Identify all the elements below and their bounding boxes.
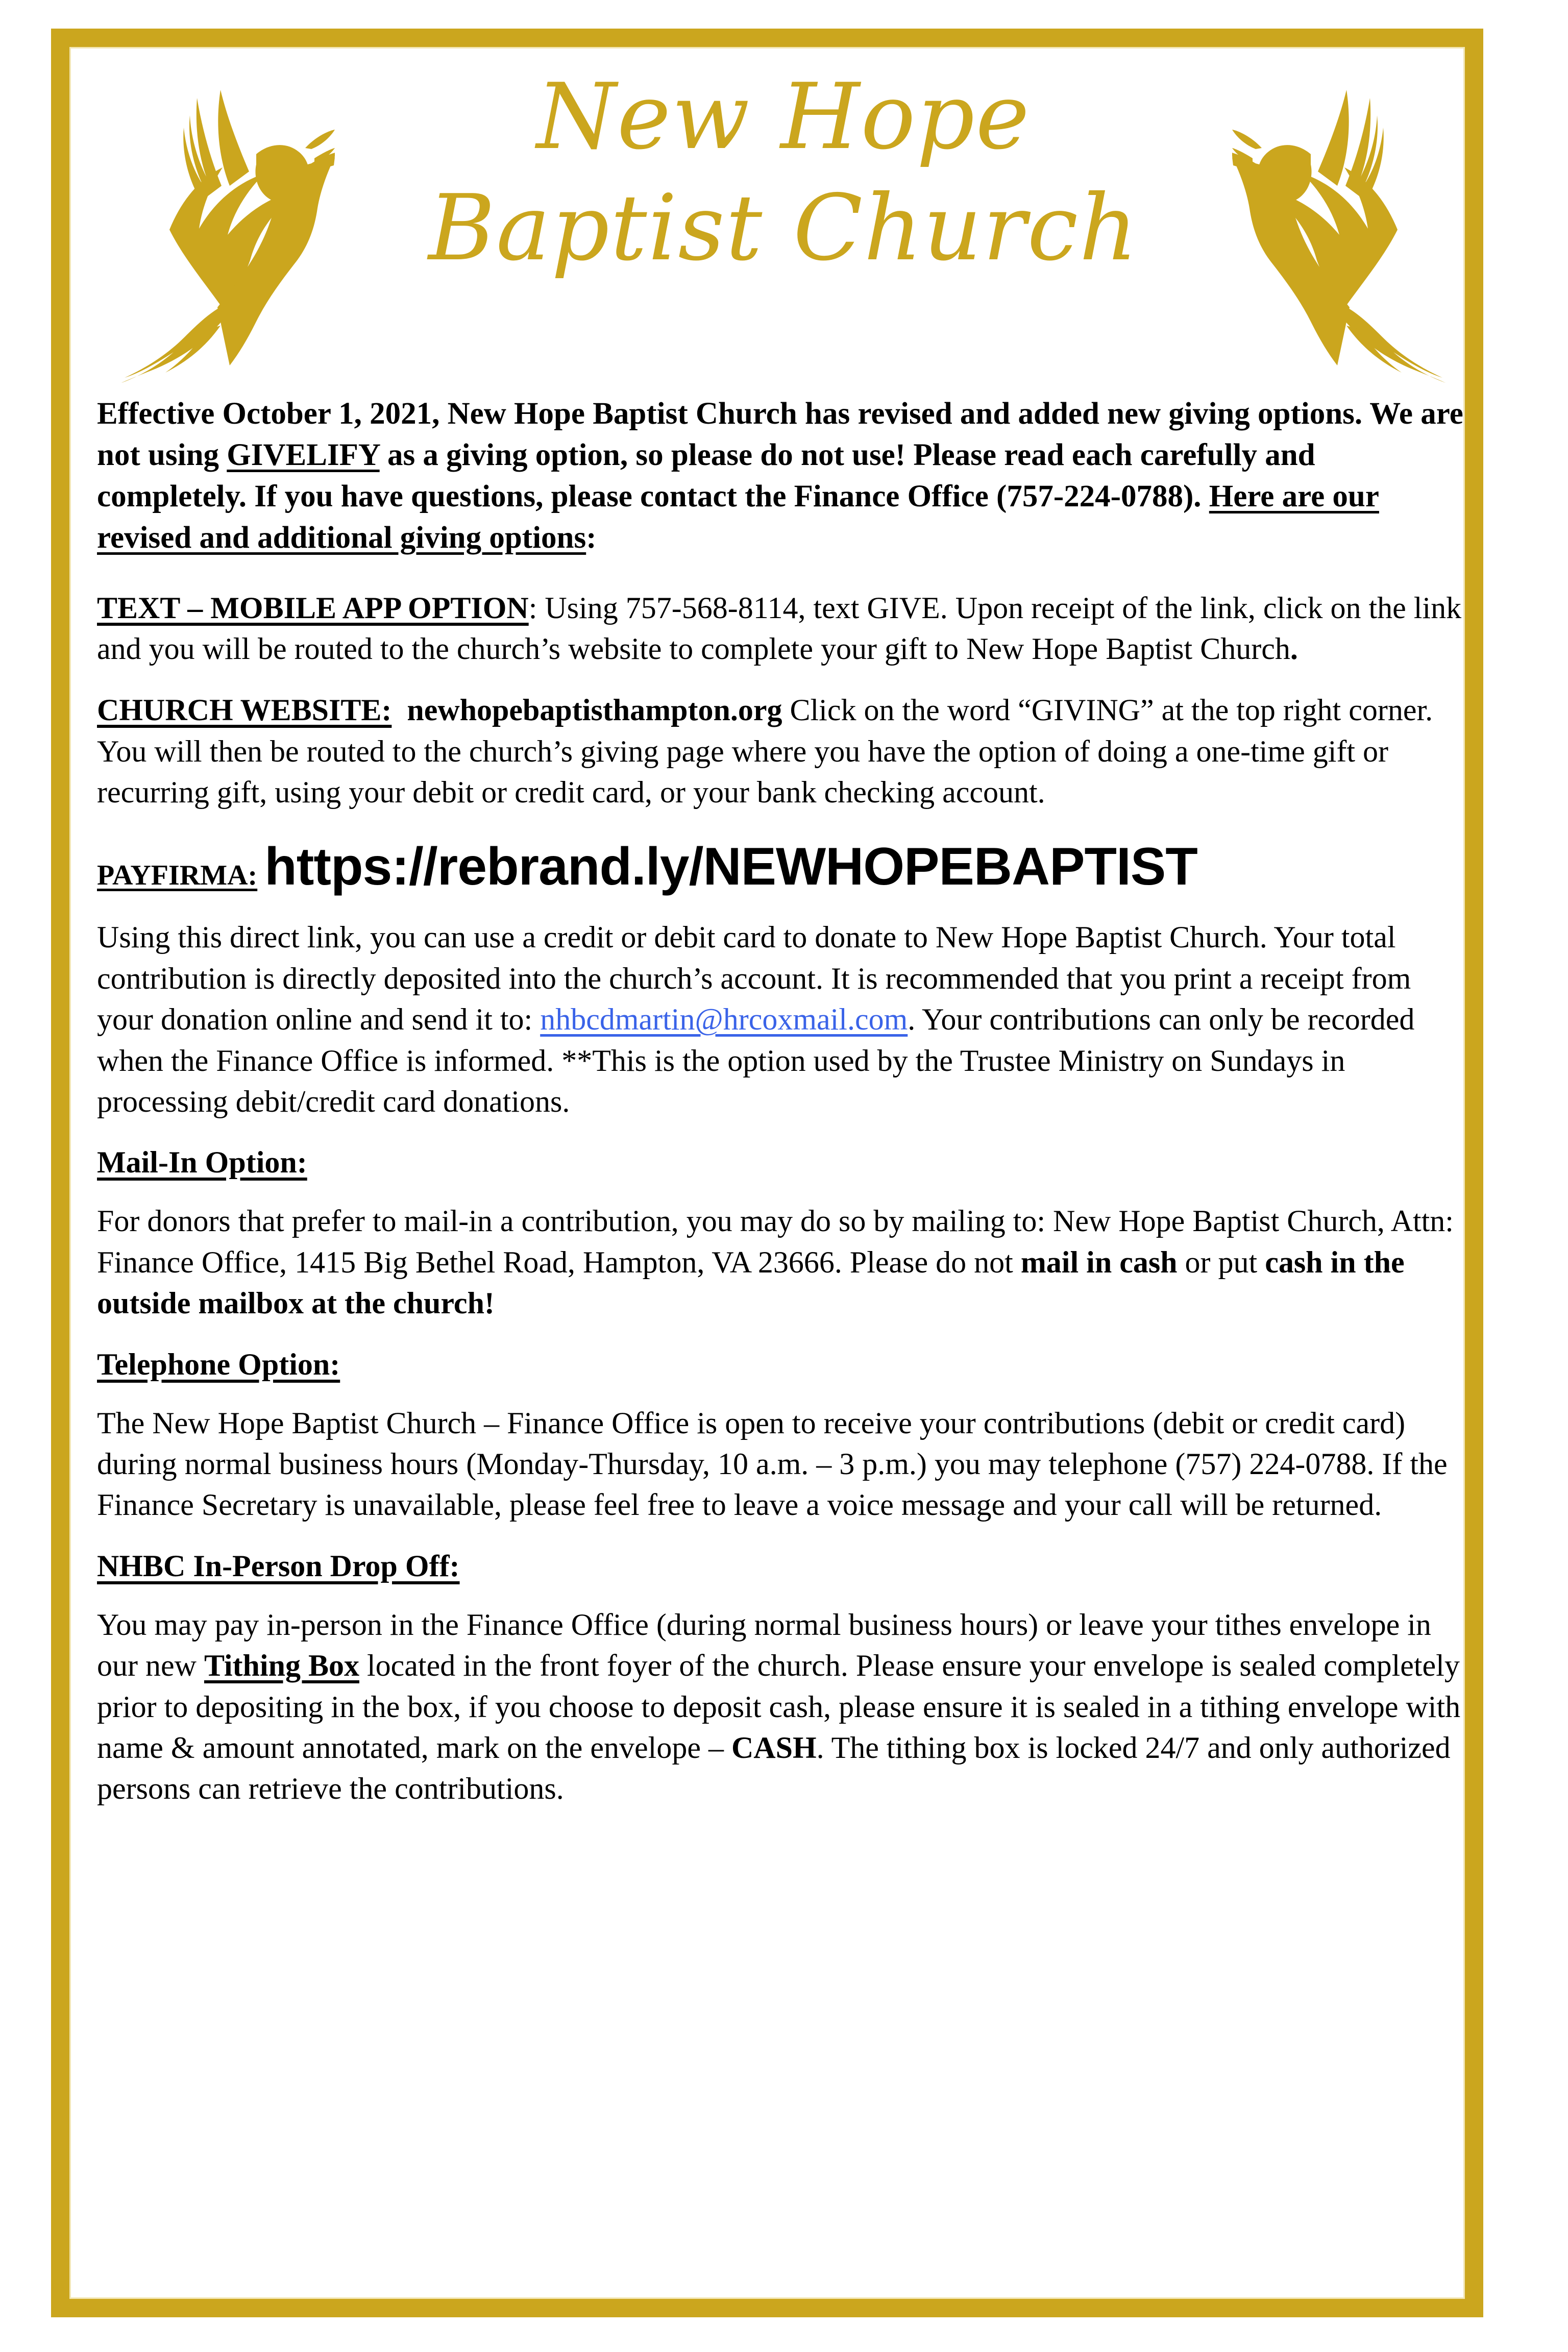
payfirma-body-1: Using this direct link, you can use a credit or debit card to donate to New Hope Baptist Church. Your total contribution is directly deposited into the church’s account. It is recommended that you print a receipt from your donation online and send it to: — [97, 920, 1411, 1037]
mail-in-bold-2: cash in the outside mailbox at the church! — [97, 1245, 1405, 1320]
finance-email-link[interactable]: nhbcdmartin@hrcoxmail.com — [540, 1002, 908, 1037]
mail-in-body-2: or put — [1177, 1245, 1265, 1279]
payfirma-url[interactable]: https://rebrand.ly/NEWHOPEBAPTIST — [264, 837, 1197, 897]
drop-off-heading: NHBC In-Person Drop Off: — [97, 1549, 460, 1583]
tithing-box-mention: Tithing Box — [204, 1649, 359, 1683]
mail-in-option-heading: Mail-In Option: — [97, 1145, 307, 1180]
payfirma-link-row — [97, 837, 1470, 897]
mail-in-bold-1: mail in cash — [1020, 1245, 1178, 1279]
church-website-url[interactable]: newhopebaptisthampton.org — [407, 693, 782, 727]
payfirma-description — [97, 917, 1470, 1122]
mail-in-option-body — [97, 1200, 1470, 1324]
drop-off-body-3: . The tithing box is locked 24/7 and only authorized persons can retrieve the contributions. — [97, 1730, 1451, 1806]
telephone-option-heading: Telephone Option: — [97, 1347, 340, 1381]
text-mobile-app-body-end: . — [1290, 631, 1298, 666]
church-website-section — [97, 690, 1470, 813]
intro-text-2: as a giving option, so please do not use! Please read each carefully and completely. If you have questions, please contact the Finance Office (757-224-0788). — [97, 438, 1315, 514]
drop-off-body — [97, 1604, 1470, 1809]
letterhead-header — [97, 56, 1470, 393]
document-content — [97, 56, 1470, 1830]
church-name-line2: Baptist Church — [428, 175, 1139, 281]
text-mobile-app-body: : Using 757-568-8114, text GIVE. Upon receipt of the link, click on the link and you will be routed to the church’s website to complete your gift to New Hope Baptist Church — [97, 591, 1462, 666]
text-mobile-app-section — [97, 587, 1470, 670]
text-mobile-app-heading: TEXT – MOBILE APP OPTION — [97, 591, 529, 625]
dove-icon — [1232, 77, 1447, 383]
church-website-body: Click on the word “GIVING” at the top right corner. You will then be routed to the church’s giving page where you have the option of doing a one-time gift or recurring gift, using your debit or credit card, or your bank checking account. — [97, 693, 1433, 810]
church-website-heading: CHURCH WEBSITE: — [97, 693, 392, 727]
drop-off-body-1: You may pay in-person in the Finance Office (during normal business hours) or leave your tithes envelope in our new — [97, 1607, 1431, 1683]
telephone-option-body: The New Hope Baptist Church – Finance Office is open to receive your contributions (debit or credit card) during normal business hours (Monday-Thursday, 10 a.m. – 3 p.m.) you may telephone (757) 224-0788. If the Finance Secretary is unavailable, please feel free to leave a voice message and your call will be returned. — [97, 1406, 1448, 1522]
payfirma-label: PAYFIRMA: — [97, 860, 258, 892]
church-name — [403, 64, 1164, 281]
drop-off-body-2: located in the front foyer of the church. Please ensure your envelope is sealed completely prior to depositing in the box, if you choose to deposit cash, please ensure it is sealed in a tithing envelope with name & amount annotated, mark on the envelope – — [97, 1649, 1461, 1765]
mail-in-body-1: For donors that prefer to mail-in a contribution, you may do so by mailing to: New Hope Baptist Church, Attn: Finance Office, 1415 Big Bethel Road, Hampton, VA 23666. Please do not — [97, 1204, 1454, 1279]
cash-mention: CASH — [731, 1730, 817, 1765]
intro-text-1: Effective October 1, 2021, New Hope Baptist Church has revised and added new giving options. We are not using — [97, 397, 1463, 473]
intro-paragraph — [97, 393, 1470, 559]
payfirma-body-2: . Your contributions can only be recorded when the Finance Office is informed. **This is the option used by the Trustee Ministry on Sundays in processing debit/credit card donations. — [97, 1002, 1415, 1119]
intro-text-3: : — [586, 521, 597, 555]
intro-underlined-phrase: Here are our revised and additional giving options — [97, 479, 1379, 555]
dove-icon — [120, 77, 335, 383]
givelify-mention: GIVELIFY — [227, 438, 380, 473]
church-name-line1: New Hope — [536, 64, 1031, 169]
